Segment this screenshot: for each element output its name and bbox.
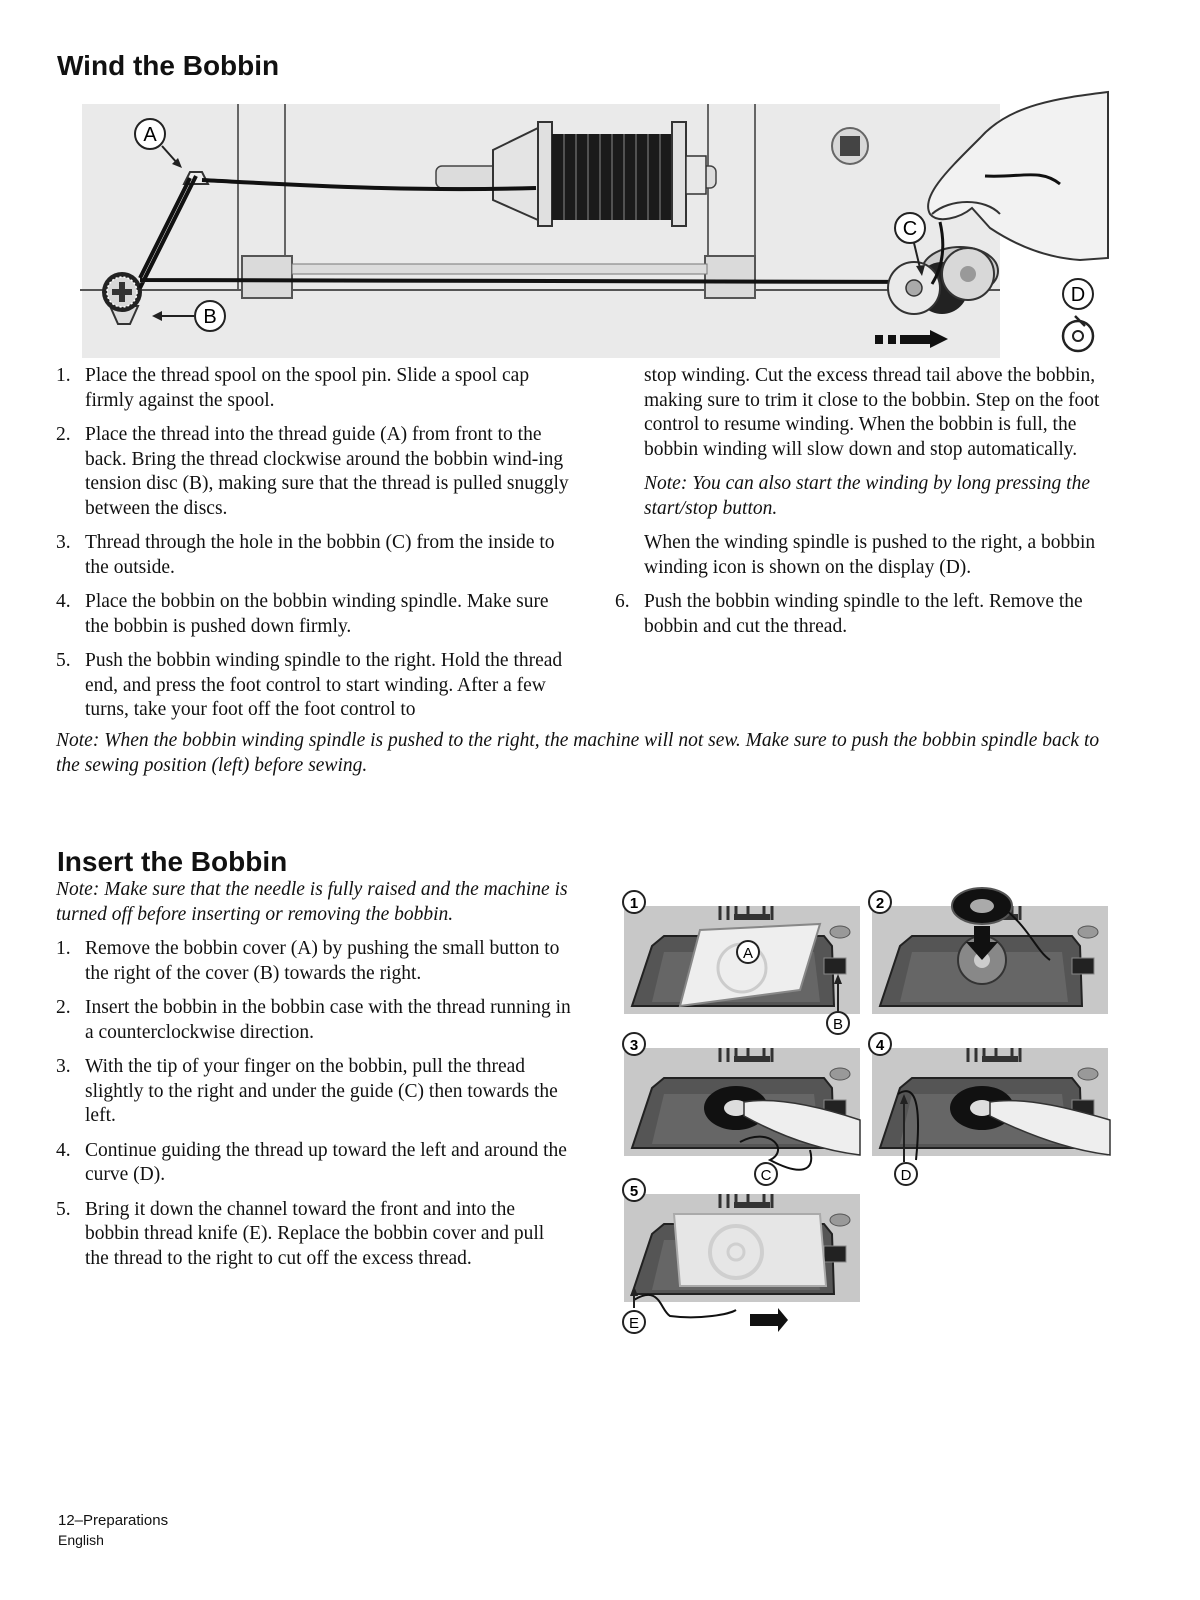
svg-text:C: C <box>902 218 918 240</box>
wind-section-title: Wind the Bobbin <box>57 50 280 81</box>
insert-step-5: 5. Bring it down the channel toward the front and into the bobbin thread knife (E). Replace the bobbin cover and pull the thread to the right to cut off the excess thread. <box>56 1198 545 1269</box>
square-button-icon <box>832 128 868 164</box>
insert-step-1: 1. Remove the bobbin cover (A) by pushing the small button to the right of the cover (B) towards the right. <box>56 938 560 984</box>
wind-note-sewing: Note: When the bobbin winding spindle is pushed to the right, the machine will not sew. Make sure to push the bobbin spindle back to the sewing position (left) before sewing. <box>56 730 1100 776</box>
svg-text:B: B <box>832 1016 844 1033</box>
wind-step-1: 1. Place the thread spool on the spool pin. Slide a spool cap firmly against the spool. <box>56 365 530 411</box>
wind-step-6: 6. Push the bobbin winding spindle to the left. Remove the bobbin and cut the thread. <box>615 591 1083 637</box>
wind-steps-left <box>56 364 576 733</box>
wind-step-4: 4. Place the bobbin on the bobbin winding spindle. Make sure the bobbin is pushed down firmly. <box>56 591 549 637</box>
bobbin-winding-display-icon <box>1063 316 1093 351</box>
footer-section: 12–Preparations <box>58 1512 169 1529</box>
svg-text:E: E <box>628 1315 640 1332</box>
svg-text:1: 1 <box>629 895 639 912</box>
insert-step-list <box>56 937 571 1271</box>
svg-text:B: B <box>203 306 217 328</box>
panel-1 <box>623 891 860 1034</box>
svg-text:A: A <box>742 945 754 962</box>
footer-language: English <box>58 1532 104 1548</box>
insert-section-title: Insert the Bobbin <box>57 846 288 877</box>
svg-text:D: D <box>1070 284 1086 306</box>
svg-text:5: 5 <box>629 1183 639 1200</box>
wind-display-text: When the winding spindle is pushed to the right, a bobbin winding icon is shown on the display (D). <box>644 532 1096 578</box>
svg-text:2: 2 <box>875 895 885 912</box>
wind-note-start: Note: You can also start the winding by long pressing the start/stop button. <box>644 473 1090 519</box>
svg-text:C: C <box>760 1167 772 1184</box>
wind-step-2: 2. Place the thread into the thread guide (A) from front to the back. Bring the thread clockwise around the bobbin wind-ing tension disc (B), making sure that the thread is pulled snuggly between the discs. <box>56 424 569 519</box>
wind-step-5: 5. Push the bobbin winding spindle to the right. Hold the thread end, and press the foot control to start winding. After a few turns, take your foot off the foot control to <box>56 650 563 720</box>
panel-5 <box>623 1179 860 1333</box>
panel-4 <box>869 1033 1110 1185</box>
wind-step-3: 3. Thread through the hole in the bobbin (C) from the inside to the outside. <box>56 532 555 578</box>
panel-3 <box>623 1033 860 1185</box>
insert-step-3: 3. With the tip of your finger on the bobbin, pull the thread slightly to the right and under the guide (C) then towards the left. <box>56 1056 558 1126</box>
svg-text:4: 4 <box>875 1037 885 1054</box>
svg-text:D: D <box>900 1167 912 1184</box>
insert-step-2: 2. Insert the bobbin in the bobbin case with the thread running in a counterclockwise direction. <box>56 997 571 1043</box>
panel-2 <box>869 888 1108 1014</box>
wind-step-5-continuation: stop winding. Cut the excess thread tail above the bobbin, making sure to trim it close to the bobbin. Step on the foot control to resume winding. When the bobbin is full, the bobbin winding will slow down and stop automatically. <box>644 365 1100 460</box>
wind-bobbin-illustration <box>80 88 1120 360</box>
wind-step-list <box>56 364 576 723</box>
insert-step-4: 4. Continue guiding the thread up toward the left and around the curve (D). <box>56 1139 567 1185</box>
wind-steps-right <box>615 364 1115 649</box>
insert-text-column <box>56 878 571 1281</box>
svg-text:3: 3 <box>629 1037 639 1054</box>
insert-note: Note: Make sure that the needle is fully raised and the machine is turned off before inserting or removing the bobbin. <box>56 879 568 925</box>
svg-text:A: A <box>143 124 157 146</box>
callout-d <box>1063 279 1093 309</box>
insert-bobbin-illustration <box>620 880 1140 1360</box>
